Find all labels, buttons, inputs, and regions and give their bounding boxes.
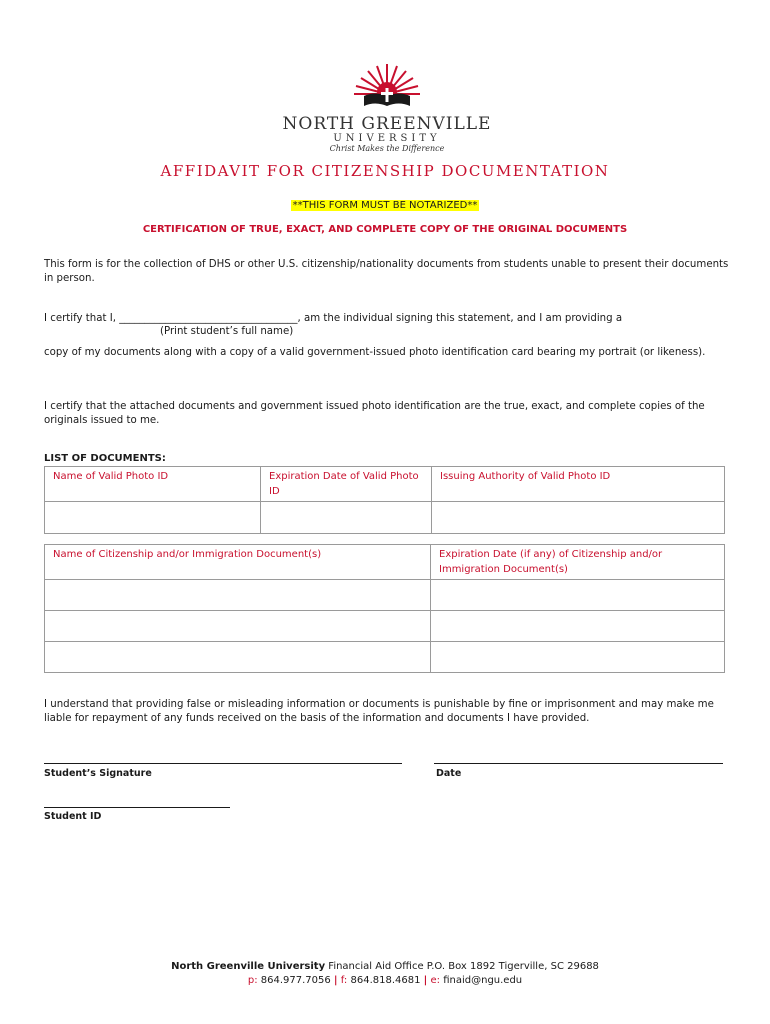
- understand-paragraph: I understand that providing false or misleading information or documents is punishable by fine or imprisonment and may make me liable for repayment of any funds received on the basis of the information and documents I have provided.: [44, 699, 714, 724]
- table-row: [45, 611, 725, 642]
- citizenship-doc-name-cell[interactable]: [45, 611, 431, 642]
- logo-university: UNIVERSITY: [333, 133, 441, 144]
- table-row: [45, 642, 725, 673]
- table-row: [45, 502, 725, 534]
- certification-heading: CERTIFICATION OF TRUE, EXACT, AND COMPLETE COPY OF THE ORIGINAL DOCUMENTS: [142, 224, 628, 235]
- citizenship-doc-expiration-cell[interactable]: [431, 642, 725, 673]
- signature-label: Student’s Signature: [44, 768, 152, 779]
- form-title: AFFIDAVIT FOR CITIZENSHIP DOCUMENTATION: [160, 162, 610, 180]
- university-logo: [262, 62, 512, 154]
- phone-label: p:: [247, 975, 258, 986]
- citizenship-doc-name-cell[interactable]: [45, 642, 431, 673]
- email-label: e:: [430, 975, 441, 986]
- photo-id-authority-cell[interactable]: [432, 502, 725, 534]
- phone-number: 864.977.7056: [257, 975, 334, 986]
- email-address[interactable]: finaid@ngu.edu: [440, 975, 523, 986]
- notarized-text: **THIS FORM MUST BE NOTARIZED**: [292, 200, 478, 211]
- photo-id-table: [44, 466, 725, 534]
- photo-id-expiration-header: Expiration Date of Valid Photo ID: [261, 467, 432, 502]
- logo-tagline: Christ Makes the Difference: [329, 144, 445, 153]
- photo-id-name-cell[interactable]: [45, 502, 261, 534]
- print-name-hint: (Print student’s full name): [160, 326, 294, 337]
- logo-name: NORTH GREENVILLE: [282, 114, 492, 134]
- table-row: [45, 580, 725, 611]
- student-id-label: Student ID: [44, 811, 102, 822]
- table-header-row: [45, 545, 725, 580]
- fax-number: 864.818.4681: [347, 975, 424, 986]
- citizenship-doc-table: [44, 544, 725, 673]
- separator: |: [423, 975, 428, 986]
- sunburst-bible-icon: [350, 62, 424, 114]
- footer-office-address: Financial Aid Office P.O. Box 1892 Tigerville, SC 29688: [325, 961, 599, 972]
- list-heading: LIST OF DOCUMENTS:: [44, 453, 166, 464]
- photo-id-name-header: Name of Valid Photo ID: [45, 467, 261, 502]
- footer-contact: [0, 975, 770, 986]
- table-header-row: [45, 467, 725, 502]
- photo-id-authority-header: Issuing Authority of Valid Photo ID: [432, 467, 725, 502]
- notarized-notice: [0, 193, 770, 212]
- student-id-line[interactable]: [44, 807, 230, 808]
- signature-line[interactable]: [44, 763, 402, 764]
- fax-label: f:: [340, 975, 348, 986]
- footer-org: North Greenville University: [171, 961, 326, 972]
- citizenship-doc-name-cell[interactable]: [45, 580, 431, 611]
- citizenship-doc-name-header: Name of Citizenship and/or Immigration Document(s): [45, 545, 431, 580]
- separator: |: [333, 975, 338, 986]
- photo-id-expiration-cell[interactable]: [261, 502, 432, 534]
- date-line[interactable]: [434, 763, 723, 764]
- certify-continuation: copy of my documents along with a copy of a valid government-issued photo identification card bearing my portrait (or likeness).: [44, 347, 706, 358]
- footer-address: [0, 961, 770, 972]
- citizenship-doc-expiration-header: Expiration Date (if any) of Citizenship and/or Immigration Document(s): [431, 545, 725, 580]
- certify-line: I certify that I, ___________________________________, am the individual signing this statement, and I am providing a: [44, 313, 623, 324]
- citizenship-doc-expiration-cell[interactable]: [431, 580, 725, 611]
- intro-paragraph: This form is for the collection of DHS or other U.S. citizenship/nationality documents from students unable to present their documents in person.: [44, 259, 729, 284]
- certify-attached: I certify that the attached documents and government issued photo identification are the true, exact, and complete copies of the originals issued to me.: [44, 401, 705, 426]
- date-label: Date: [436, 768, 462, 779]
- citizenship-doc-expiration-cell[interactable]: [431, 611, 725, 642]
